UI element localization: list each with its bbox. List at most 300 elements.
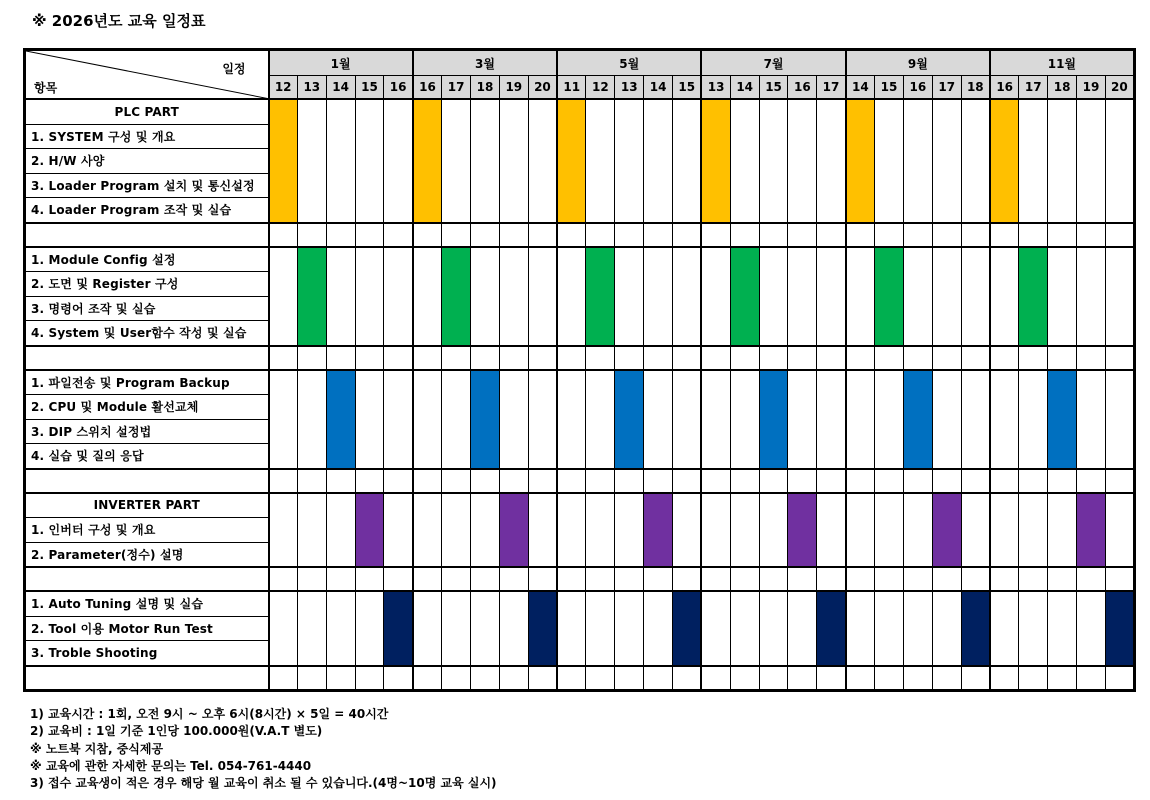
spacer-cell xyxy=(1105,223,1134,247)
spacer-cell xyxy=(297,346,326,370)
schedule-cell xyxy=(961,493,990,568)
scheduled-block xyxy=(644,493,673,568)
schedule-item: 4. Loader Program 조작 및 실습 xyxy=(25,198,269,223)
schedule-cell xyxy=(759,493,788,568)
spacer-cell xyxy=(673,469,702,493)
spacer-cell xyxy=(788,666,817,691)
spacer-cell xyxy=(1019,469,1048,493)
schedule-cell xyxy=(1019,493,1048,568)
spacer-cell xyxy=(499,567,528,591)
schedule-cell xyxy=(644,591,673,666)
schedule-cell xyxy=(644,370,673,469)
schedule-cell xyxy=(586,591,615,666)
spacer-cell xyxy=(557,567,586,591)
month-header: 5월 xyxy=(557,50,701,76)
note-3: ※ 노트북 지참, 중식제공 xyxy=(30,741,164,756)
schedule-item: 1. 파일전송 및 Program Backup xyxy=(25,370,269,395)
spacer-cell xyxy=(615,469,644,493)
spacer-cell xyxy=(326,567,355,591)
schedule-cell xyxy=(355,591,384,666)
schedule-cell xyxy=(355,99,384,223)
schedule-cell xyxy=(759,99,788,223)
scheduled-block xyxy=(1019,247,1048,346)
schedule-cell xyxy=(269,247,298,346)
spacer-cell xyxy=(817,346,846,370)
schedule-cell xyxy=(326,247,355,346)
note-1: 1) 교육시간 : 1회, 오전 9시 ~ 오후 6시(8시간) × 5일 = 40시간 xyxy=(30,707,389,721)
spacer-cell xyxy=(586,223,615,247)
schedule-cell xyxy=(586,370,615,469)
schedule-cell xyxy=(673,370,702,469)
spacer-cell xyxy=(673,223,702,247)
schedule-cell xyxy=(701,493,730,568)
schedule-cell xyxy=(730,370,759,469)
month-header: 7월 xyxy=(701,50,845,76)
schedule-cell xyxy=(528,370,557,469)
spacer-cell xyxy=(1105,346,1134,370)
schedule-item: 1. Auto Tuning 설명 및 실습 xyxy=(25,591,269,616)
scheduled-block xyxy=(471,370,500,469)
schedule-cell xyxy=(846,247,875,346)
schedule-cell xyxy=(499,99,528,223)
spacer-cell xyxy=(846,469,875,493)
spacer-cell xyxy=(730,346,759,370)
schedule-cell xyxy=(903,247,932,346)
spacer-cell xyxy=(875,666,904,691)
spacer-cell xyxy=(1077,567,1106,591)
spacer-cell xyxy=(846,346,875,370)
day-header: 18 xyxy=(471,76,500,100)
spacer-cell xyxy=(269,469,298,493)
day-header: 15 xyxy=(875,76,904,100)
schedule-item: 2. 도면 및 Register 구성 xyxy=(25,272,269,297)
spacer-cell xyxy=(990,346,1019,370)
day-header: 20 xyxy=(1105,76,1134,100)
spacer-label xyxy=(25,469,269,493)
spacer-cell xyxy=(932,223,961,247)
scheduled-block xyxy=(442,247,471,346)
day-header: 16 xyxy=(384,76,413,100)
spacer-cell xyxy=(297,469,326,493)
spacer-cell xyxy=(355,469,384,493)
spacer-cell xyxy=(903,469,932,493)
spacer-cell xyxy=(1077,346,1106,370)
schedule-cell xyxy=(442,99,471,223)
day-header: 16 xyxy=(903,76,932,100)
day-header: 15 xyxy=(355,76,384,100)
scheduled-block xyxy=(297,247,326,346)
schedule-cell xyxy=(817,99,846,223)
spacer-cell xyxy=(355,567,384,591)
spacer-cell xyxy=(471,666,500,691)
spacer-cell xyxy=(586,567,615,591)
day-header: 18 xyxy=(961,76,990,100)
spacer-cell xyxy=(442,346,471,370)
spacer-cell xyxy=(673,346,702,370)
spacer-cell xyxy=(384,469,413,493)
schedule-cell xyxy=(269,493,298,568)
schedule-cell xyxy=(1048,99,1077,223)
schedule-cell xyxy=(1105,99,1134,223)
schedule-cell xyxy=(615,591,644,666)
schedule-cell xyxy=(442,370,471,469)
schedule-cell xyxy=(528,493,557,568)
schedule-cell xyxy=(1105,247,1134,346)
schedule-item: 1. 인버터 구성 및 개요 xyxy=(25,518,269,543)
spacer-label xyxy=(25,346,269,370)
spacer-cell xyxy=(499,223,528,247)
schedule-cell xyxy=(990,493,1019,568)
spacer-cell xyxy=(326,469,355,493)
schedule-cell xyxy=(557,370,586,469)
schedule-cell xyxy=(1077,99,1106,223)
schedule-cell xyxy=(759,247,788,346)
schedule-cell xyxy=(442,591,471,666)
schedule-cell xyxy=(471,247,500,346)
spacer-cell xyxy=(932,346,961,370)
schedule-cell xyxy=(1019,591,1048,666)
spacer-cell xyxy=(384,346,413,370)
spacer-cell xyxy=(759,469,788,493)
day-header: 19 xyxy=(499,76,528,100)
schedule-cell xyxy=(499,591,528,666)
spacer-cell xyxy=(875,346,904,370)
spacer-cell xyxy=(384,666,413,691)
schedule-cell xyxy=(384,493,413,568)
spacer-cell xyxy=(1019,666,1048,691)
spacer-cell xyxy=(759,223,788,247)
scheduled-block xyxy=(990,99,1019,223)
spacer-cell xyxy=(875,469,904,493)
schedule-cell xyxy=(730,493,759,568)
schedule-cell xyxy=(615,99,644,223)
spacer-cell xyxy=(557,666,586,691)
schedule-cell xyxy=(499,247,528,346)
spacer-cell xyxy=(269,666,298,691)
day-header: 16 xyxy=(990,76,1019,100)
scheduled-block xyxy=(586,247,615,346)
spacer-cell xyxy=(903,567,932,591)
spacer-cell xyxy=(932,469,961,493)
spacer-cell xyxy=(961,567,990,591)
day-header: 13 xyxy=(615,76,644,100)
spacer-cell xyxy=(788,469,817,493)
schedule-cell xyxy=(413,370,442,469)
spacer-cell xyxy=(297,666,326,691)
spacer-cell xyxy=(528,666,557,691)
schedule-cell xyxy=(788,591,817,666)
schedule-cell xyxy=(615,493,644,568)
scheduled-block xyxy=(903,370,932,469)
spacer-cell xyxy=(499,666,528,691)
spacer-cell xyxy=(1019,223,1048,247)
day-header: 17 xyxy=(442,76,471,100)
schedule-cell xyxy=(1105,370,1134,469)
schedule-item: 3. Troble Shooting xyxy=(25,641,269,666)
schedule-cell xyxy=(297,99,326,223)
schedule-cell xyxy=(557,493,586,568)
spacer-cell xyxy=(846,223,875,247)
schedule-cell xyxy=(557,247,586,346)
spacer-cell xyxy=(413,346,442,370)
schedule-cell xyxy=(673,99,702,223)
spacer-cell xyxy=(528,469,557,493)
spacer-cell xyxy=(961,469,990,493)
day-header: 12 xyxy=(269,76,298,100)
schedule-cell xyxy=(903,493,932,568)
spacer-cell xyxy=(355,223,384,247)
schedule-cell xyxy=(875,370,904,469)
schedule-item: 3. Loader Program 설치 및 통신설정 xyxy=(25,173,269,198)
schedule-cell xyxy=(846,591,875,666)
spacer-cell xyxy=(903,346,932,370)
schedule-cell xyxy=(730,591,759,666)
schedule-cell xyxy=(673,247,702,346)
header-corner xyxy=(25,50,269,100)
item-label: 항목 xyxy=(34,81,58,95)
spacer-cell xyxy=(269,567,298,591)
schedule-cell xyxy=(903,591,932,666)
schedule-cell xyxy=(990,370,1019,469)
spacer-cell xyxy=(557,469,586,493)
schedule-item: 2. CPU 및 Module 활선교체 xyxy=(25,395,269,420)
schedule-cell xyxy=(903,99,932,223)
spacer-label xyxy=(25,666,269,691)
schedule-item: 2. Parameter(정수) 설명 xyxy=(25,542,269,567)
scheduled-block xyxy=(355,493,384,568)
scheduled-block xyxy=(1048,370,1077,469)
scheduled-block xyxy=(875,247,904,346)
spacer-cell xyxy=(875,223,904,247)
month-header: 3월 xyxy=(413,50,557,76)
spacer-cell xyxy=(817,223,846,247)
spacer-cell xyxy=(1077,469,1106,493)
spacer-cell xyxy=(269,223,298,247)
scheduled-block xyxy=(1077,493,1106,568)
schedule-item: 4. System 및 User함수 작성 및 실습 xyxy=(25,321,269,346)
spacer-cell xyxy=(326,666,355,691)
spacer-cell xyxy=(413,567,442,591)
spacer-cell xyxy=(846,567,875,591)
spacer-cell xyxy=(990,223,1019,247)
spacer-cell xyxy=(1019,567,1048,591)
scheduled-block xyxy=(413,99,442,223)
schedule-cell xyxy=(846,370,875,469)
schedule-cell xyxy=(1077,370,1106,469)
schedule-cell xyxy=(990,591,1019,666)
schedule-cell xyxy=(471,493,500,568)
spacer-cell xyxy=(326,223,355,247)
spacer-label xyxy=(25,567,269,591)
spacer-cell xyxy=(442,223,471,247)
spacer-cell xyxy=(297,223,326,247)
schedule-item: 2. H/W 사양 xyxy=(25,149,269,174)
spacer-cell xyxy=(557,346,586,370)
day-header: 11 xyxy=(557,76,586,100)
schedule-cell xyxy=(1019,99,1048,223)
schedule-cell xyxy=(875,493,904,568)
spacer-cell xyxy=(903,223,932,247)
spacer-cell xyxy=(615,346,644,370)
page-title: ※ 2026년도 교육 일정표 xyxy=(32,12,206,30)
scheduled-block xyxy=(730,247,759,346)
spacer-cell xyxy=(442,666,471,691)
spacer-cell xyxy=(875,567,904,591)
day-header: 17 xyxy=(817,76,846,100)
schedule-cell xyxy=(932,370,961,469)
spacer-cell xyxy=(586,666,615,691)
scheduled-block xyxy=(846,99,875,223)
spacer-cell xyxy=(413,666,442,691)
spacer-cell xyxy=(442,567,471,591)
schedule-cell xyxy=(1019,370,1048,469)
schedule-item: 2. Tool 이용 Motor Run Test xyxy=(25,616,269,641)
day-header: 19 xyxy=(1077,76,1106,100)
spacer-cell xyxy=(644,567,673,591)
schedule-item: 1. SYSTEM 구성 및 개요 xyxy=(25,124,269,149)
spacer-cell xyxy=(730,469,759,493)
schedule-cell xyxy=(528,247,557,346)
day-header: 18 xyxy=(1048,76,1077,100)
schedule-table xyxy=(23,48,1136,692)
month-header: 11월 xyxy=(990,50,1134,76)
spacer-cell xyxy=(471,469,500,493)
spacer-cell xyxy=(528,346,557,370)
note-5: 3) 접수 교육생이 적은 경우 해당 월 교육이 취소 될 수 있습니다.(4명~10명 교육 실시) xyxy=(30,776,497,791)
scheduled-block xyxy=(528,591,557,666)
note-4: ※ 교육에 관한 자세한 문의는 Tel. 054-761-4440 xyxy=(30,758,312,773)
schedule-cell xyxy=(297,591,326,666)
scheduled-block xyxy=(499,493,528,568)
spacer-cell xyxy=(673,567,702,591)
schedule-item: 4. 실습 및 질의 응답 xyxy=(25,444,269,469)
day-header: 16 xyxy=(788,76,817,100)
spacer-cell xyxy=(499,469,528,493)
spacer-cell xyxy=(471,346,500,370)
schedule-cell xyxy=(297,493,326,568)
spacer-cell xyxy=(615,567,644,591)
schedule-cell xyxy=(701,370,730,469)
scheduled-block xyxy=(384,591,413,666)
schedule-item: 1. Module Config 설정 xyxy=(25,247,269,272)
spacer-cell xyxy=(961,666,990,691)
schedule-cell xyxy=(326,591,355,666)
spacer-cell xyxy=(615,223,644,247)
schedule-cell xyxy=(817,370,846,469)
spacer-cell xyxy=(701,666,730,691)
schedule-cell xyxy=(615,247,644,346)
scheduled-block xyxy=(326,370,355,469)
day-header: 15 xyxy=(673,76,702,100)
spacer-cell xyxy=(586,469,615,493)
scheduled-block xyxy=(673,591,702,666)
schedule-cell xyxy=(471,591,500,666)
spacer-cell xyxy=(644,346,673,370)
spacer-cell xyxy=(413,469,442,493)
schedule-cell xyxy=(384,247,413,346)
spacer-cell xyxy=(471,567,500,591)
spacer-cell xyxy=(788,223,817,247)
spacer-cell xyxy=(730,666,759,691)
scheduled-block xyxy=(557,99,586,223)
spacer-cell xyxy=(817,469,846,493)
spacer-cell xyxy=(384,567,413,591)
spacer-cell xyxy=(990,666,1019,691)
scheduled-block xyxy=(961,591,990,666)
spacer-cell xyxy=(615,666,644,691)
schedule-item: 3. DIP 스위치 설정법 xyxy=(25,419,269,444)
spacer-cell xyxy=(471,223,500,247)
schedule-label: 일정 xyxy=(222,62,246,76)
day-header: 17 xyxy=(932,76,961,100)
spacer-cell xyxy=(730,567,759,591)
schedule-cell xyxy=(1048,591,1077,666)
schedule-cell xyxy=(701,591,730,666)
spacer-cell xyxy=(932,567,961,591)
spacer-cell xyxy=(701,346,730,370)
schedule-cell xyxy=(990,247,1019,346)
schedule-cell xyxy=(701,247,730,346)
schedule-cell xyxy=(269,370,298,469)
day-header: 15 xyxy=(759,76,788,100)
schedule-cell xyxy=(528,99,557,223)
spacer-cell xyxy=(1048,346,1077,370)
schedule-cell xyxy=(875,591,904,666)
spacer-cell xyxy=(644,223,673,247)
schedule-cell xyxy=(442,493,471,568)
schedule-cell xyxy=(875,99,904,223)
spacer-cell xyxy=(817,666,846,691)
day-header: 17 xyxy=(1019,76,1048,100)
spacer-cell xyxy=(355,346,384,370)
month-header: 9월 xyxy=(846,50,990,76)
spacer-cell xyxy=(1048,469,1077,493)
schedule-cell xyxy=(586,493,615,568)
spacer-cell xyxy=(701,469,730,493)
spacer-cell xyxy=(701,567,730,591)
schedule-cell xyxy=(932,99,961,223)
schedule-cell xyxy=(1048,493,1077,568)
notes xyxy=(30,706,497,792)
scheduled-block xyxy=(269,99,298,223)
spacer-cell xyxy=(644,666,673,691)
spacer-cell xyxy=(1105,567,1134,591)
spacer-cell xyxy=(1077,223,1106,247)
schedule-cell xyxy=(413,493,442,568)
spacer-cell xyxy=(932,666,961,691)
spacer-cell xyxy=(528,567,557,591)
schedule-cell xyxy=(471,99,500,223)
schedule-cell xyxy=(759,591,788,666)
spacer-cell xyxy=(442,469,471,493)
schedule-cell xyxy=(846,493,875,568)
spacer-cell xyxy=(961,223,990,247)
spacer-cell xyxy=(1105,469,1134,493)
schedule-cell xyxy=(557,591,586,666)
schedule-item: 3. 명령어 조작 및 실습 xyxy=(25,296,269,321)
day-header: 12 xyxy=(586,76,615,100)
schedule-cell xyxy=(1048,247,1077,346)
spacer-cell xyxy=(1019,346,1048,370)
spacer-cell xyxy=(759,567,788,591)
spacer-cell xyxy=(413,223,442,247)
scheduled-block xyxy=(701,99,730,223)
scheduled-block xyxy=(932,493,961,568)
spacer-cell xyxy=(644,469,673,493)
spacer-cell xyxy=(759,346,788,370)
spacer-cell xyxy=(846,666,875,691)
spacer-cell xyxy=(961,346,990,370)
